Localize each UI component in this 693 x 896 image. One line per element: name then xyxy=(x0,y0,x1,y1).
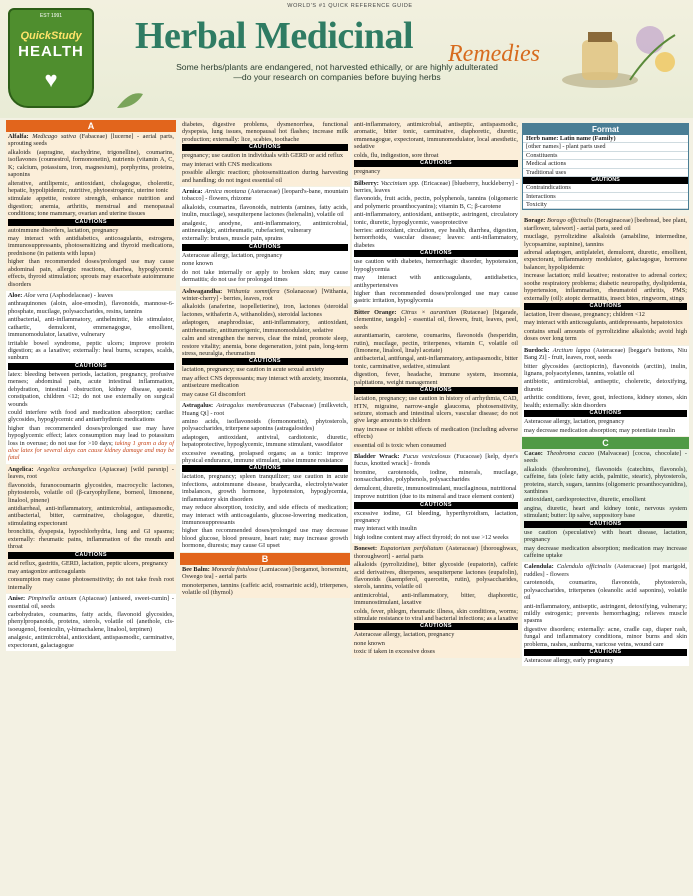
cautions-label: CAUTIONS xyxy=(182,465,348,472)
toxicity: may cause GI discomfort xyxy=(182,390,246,398)
constituents: bitter glycosides (arctiopicrin), flavonoids (arctiin), inulin, lignans, polyacetylenes, tannins, volatile oil xyxy=(524,362,687,377)
toxicity: possible allergic reaction; photosensitization during harvesting and handling; do not ingest essential oil xyxy=(182,169,348,184)
interactions: may decrease medication absorption; may potentiate insulin xyxy=(524,426,676,434)
entry-ashwagandha xyxy=(180,287,350,400)
cautions-label: CAUTIONS xyxy=(182,358,348,365)
constituents: bromine, carotenoids, iodine, minerals, mucilage, nonsaccharides, polyphenols, polysaccharides xyxy=(354,468,518,484)
family: (Ericaceae) [blueberry, huckleberry] - berries, leaves xyxy=(354,179,518,194)
contraindications: pregnancy; use caution in individuals with GERD or acid reflux xyxy=(182,152,344,160)
toxicity-warning: taking 1 gram a day of aloe latex for several days can cause kidney damage and may be fatal xyxy=(8,439,175,462)
cautions-label: CAUTIONS xyxy=(524,410,687,417)
cautions-label: CAUTIONS xyxy=(524,303,687,310)
family: (Asphodelaceae) - leaves xyxy=(49,292,114,300)
entry-astragalus xyxy=(180,401,350,552)
constituents: alkaloids (pyrrolizidine), bitter glycoside (eupatorin), caffeic acid derivatives, diterpenes, sesquiterpene lactones (eupafolin), flavonoids (kaempferol, quercetin, rutin), polysaccharides, sterols, tannins, volatile oil xyxy=(354,561,518,591)
toxicity: higher than recommended doses/prolonged use may cause gastric irritation, hypoglycemia xyxy=(354,290,518,305)
family: (Boraginaceae) [beebread, bee plant, starflower, talewort] - aerial parts, seed oil xyxy=(524,217,687,232)
quickstudy-health-badge xyxy=(8,8,94,108)
latin-name: Arctium lappa xyxy=(552,346,591,354)
cautions-label: CAUTIONS xyxy=(182,144,348,151)
latin-name: Angelica archangelica xyxy=(37,465,97,473)
actions: analgesic, anodyne, anti-inflammatory, antimicrobial, antineuralgic, antirheumatic, rubefacient, vulnerary xyxy=(182,219,348,235)
column-4 xyxy=(522,120,689,667)
actions: demulcent, diuretic, immunostimulant, mucilaginous, nutritional xyxy=(354,484,517,492)
toxicity: higher than recommended doses/prolonged use may have hypoglycemic effect; latex consumption may lead to potassium loss in overuse; do not use for >10 days; xyxy=(8,424,174,447)
herb-name: Aloe: xyxy=(8,292,23,300)
latin-name: Medicago sativa xyxy=(32,133,76,140)
cautions-label: CAUTIONS xyxy=(8,219,174,226)
entry-anise xyxy=(6,594,176,651)
format-item-toxicity: Toxicity xyxy=(523,201,688,209)
format-item-contraindications: Contraindications xyxy=(523,184,688,192)
format-legend xyxy=(522,123,689,210)
herb-name: Angelica: xyxy=(8,465,34,473)
uses: bronchitis, dyspepsia, hypochlorhydria, lung and GI spasms; externally: rheumatic pains, inflammation of the mouth and throat xyxy=(8,528,174,551)
toxicity: higher than recommended doses/prolonged use may cause abdominal pain, allergic reactions, diarrhea, hypoglycemic effects, thyroid stimulation; sprouts may exacerbate autoimmune disorders xyxy=(8,258,174,288)
entry-borage xyxy=(522,216,689,344)
entry-bilberry xyxy=(352,179,520,307)
herb-name: Bladder Wrack: xyxy=(354,453,400,461)
entry-calendula xyxy=(522,562,689,666)
latin-name: Astragalus membranaceus xyxy=(216,402,286,410)
uses: increase lactation; mild laxative; restorative to adrenal cortex; soothe respiratory problems; diabetic neuropathy, dyslipidemia, hypertension, inflammation, rheumatoid arthritis, PMS; externally (oil): atopic dermatitis, insect bites, ringworm, stings xyxy=(524,272,687,302)
latin-name: Theobroma cacao xyxy=(546,449,595,457)
latin-name: Aloe vera xyxy=(23,292,49,300)
actions: adrenal adaptogen, antiplatelet, demulcent, diuretic, emollient, expectorant, inflammatory modulator, galactagogue, hormone balancer, hypolipidemic xyxy=(524,249,687,271)
family: (Rutaceae) [bigarade, clementine, tangelo] - essential oil, flowers, fruit, leaves, peel, seeds xyxy=(354,308,519,331)
contraindications: lactation, pregnancy; spleen tranquilizer; use caution in acute infections, autoimmune disease, bradycardia, electrolyte/water imbalances, growth hormone, hypotension, hypoglycemia, inflammatory skin disorders xyxy=(182,473,348,503)
herb-name: Cacao: xyxy=(524,449,543,457)
actions: adaptogen, anaphrodisiac, anti-inflammatory, antioxidant, antirheumatic, antitumorigenic, immunomodulator, sedative xyxy=(182,319,348,334)
cautions-label: CAUTIONS xyxy=(524,649,687,656)
cautions-label: CAUTIONS xyxy=(354,623,518,630)
format-item-actions: Medical actions xyxy=(523,160,688,168)
contraindications: pregnancy xyxy=(354,168,381,176)
interactions: may reduce absorption, toxicity, and side effects of medication; may interact with anticoagulants, glucose-lowering medication, immunosuppressants xyxy=(182,504,348,526)
entry-cacao xyxy=(522,449,689,561)
format-line-parts: [other names] - plant parts used xyxy=(523,143,688,151)
herb-name: Borage: xyxy=(524,217,546,225)
entry-arnica xyxy=(180,187,350,286)
interactions: may interact with anticoagulants, antidepressants, hepatotoxics xyxy=(524,319,683,327)
cautions-label: CAUTIONS xyxy=(354,250,518,257)
herb-name: Calendula: xyxy=(524,563,554,571)
intro-warning: Some herbs/plants are endangered, not harvested ethically, or are highly adulterated—do your research on companies before buying herbs xyxy=(176,62,498,83)
uses: angina, diuretic, heart and kidney tonic, nervous system stimulant; butter: lip salve, suppository base xyxy=(524,504,687,520)
actions: antimicrobial, anti-inflammatory, bitter, diaphoretic, immunostimulant, laxative xyxy=(354,591,518,607)
family: (Malvaceae) [cocoa, chocolate] - seeds xyxy=(524,449,687,465)
constituents: carotenoids, coumarins, flavonoids, phytosterols, polysaccharides, triterpenes (oleanolic acid saponins), volatile oil xyxy=(524,579,687,602)
herb-name: Bitter Orange: xyxy=(354,308,397,316)
column-2 xyxy=(180,120,350,599)
family: (Asteraceae) [thoroughwax, thoroughwort] - aerial parts xyxy=(354,545,519,560)
contraindications: lactation, pregnancy; use caution in acute sexual anxiety xyxy=(182,366,324,374)
interactions: may interact with insulin xyxy=(354,525,417,533)
cautions-label: CAUTIONS xyxy=(354,502,518,509)
latin-name: Fucus vesiculosus xyxy=(403,453,451,461)
constituents: flavonoids, fruit acids, pectin, polyphenols, tannins (oligomeric and polymeric proanthocyanins); vitamin B, C; β-carotene xyxy=(354,195,518,210)
toxicity: consumption may cause photosensitivity; do not take fresh root internally xyxy=(8,576,174,591)
actions: antioxidant, cardioprotective, diuretic, emollient xyxy=(524,496,646,504)
leaf-decoration xyxy=(115,90,145,110)
contraindications: lactation, liver disease, pregnancy; children <12 xyxy=(524,311,645,319)
entry-bladder-wrack xyxy=(352,452,520,543)
family: (Lamiaceae) [bergamot, horsemint, Oswego tea] - aerial parts xyxy=(182,565,349,581)
interactions: may affect CNS depressants; may interact with anxiety, insomnia, antiseizure medication xyxy=(182,374,348,390)
contraindications: use caution with diabetes, hemorrhagic disorder, hypotension, hypoglycemia xyxy=(354,258,518,273)
herb-name: Bee Balm: xyxy=(182,565,210,573)
contraindications: Asteraceae allergy, lactation, pregnancy xyxy=(354,631,455,639)
actions: alterative, antilipemic, antioxidant, cholagogue, choleretic, hepatic, hypolipidemic, nutritive, phytoestrogenic, uterine tonic xyxy=(8,179,174,194)
uses: digestion, fever, headache, immune system, insomnia, palpitations, weight management xyxy=(354,371,518,386)
badge-title: HEALTH xyxy=(18,42,84,60)
entry-burdock xyxy=(522,346,689,436)
herb-name: Astragalus: xyxy=(182,402,214,410)
herb-name: Alfalfa: xyxy=(8,133,29,140)
page-subtitle-script: Remedies xyxy=(448,41,540,67)
latin-name: Pimpinella anisum xyxy=(27,595,77,603)
constituents: alkaloids (aspragine, stachydrine, trigonelline), coumarins, isoflavones (coumestrol, formononetin), nutrients (vitamin A, C, K; calcium, potassium, iron, magnesium), porphyrins, proteins, saponins xyxy=(8,148,174,179)
heartbeat-icon: ♥ xyxy=(44,66,58,92)
uses: calm and strengthen the nerves, clear the mind, promote sleep, restore vitality; anemia, bone degeneration, joint pain, long-term stress, neuralgia, rheumatism xyxy=(182,335,348,357)
interactions: none known xyxy=(354,639,385,647)
contraindications: Asteraceae allergy, lactation, pregnancy xyxy=(182,251,283,259)
toxicity: do not take internally or apply to broken skin; may cause dermatitis; do not use for prolonged times xyxy=(182,268,348,284)
tagline: WORLD'S #1 QUICK REFERENCE GUIDE xyxy=(287,3,413,9)
interactions: may decrease medication absorption; medication may increase caffeine uptake xyxy=(524,544,687,559)
contraindications: use caution (speculative) with heart disease, lactation, pregnancy xyxy=(524,528,687,544)
contraindications: lactation, pregnancy; use caution in history of arrhythmia, CAD, HTN, migraine, narrow-angle glaucoma, photosensitivity, seizure, stomach and intestinal ulcers, vascular disease; do not give large amounts to children xyxy=(354,395,518,425)
section-c-header: C xyxy=(522,437,689,449)
entry-alfalfa-continued xyxy=(180,120,350,186)
actions: anti-inflammatory, antimicrobial, antiseptic, antispasmodic, aromatic, bitter tonic, carminative, diaphoretic, diuretic, emmenagogue, expectorant, immunomodulator, local anesthetic, sedative xyxy=(354,121,518,151)
entry-boneset xyxy=(352,544,520,657)
uses: colds, flu, indigestion, sore throat xyxy=(354,151,439,159)
latin-name: Monarda fistulosa xyxy=(211,565,258,573)
uses: digestive disorders; externally: acne, cradle cap, diaper rash, fungal and inflammatory conditions, minor burns and skin problems, rashes, sunburns, varicose veins, wound care xyxy=(524,625,687,648)
herb-jar-illustration xyxy=(560,10,685,90)
column-1 xyxy=(6,120,176,652)
uses: berries: antioxidant, circulation, eye health, diarrhea, digestion, hemorrhoids, vascular disease; leaves: anti-inflammatory, diabetes xyxy=(354,227,518,249)
family: (Asteraceae) [leopard's-bane, mountain tobacco] - flowers, rhizome xyxy=(182,187,348,203)
contraindications: acid reflux, gastritis, GERD, lactation, peptic ulcers, pregnancy xyxy=(8,559,168,567)
cautions-label: CAUTIONS xyxy=(8,363,174,370)
family: (Fucaceae) [kelp, dyer's fucus, knotted wrack] - fronds xyxy=(354,453,519,468)
family: (Asteraceae) [pot marigold, ruddles] - flowers xyxy=(524,563,687,578)
actions: antibacterial, anti-inflammatory, anthelmintic, bile stimulator, cathartic, demulcent, emmenagogue, emollient, immunomodulator, laxative, vulnerary xyxy=(8,316,174,339)
contraindications: excessive iodine, GI bleeding, hyperthyroidism, lactation, pregnancy xyxy=(354,509,518,524)
cautions-label: CAUTIONS xyxy=(8,552,174,559)
herb-name: Burdock: xyxy=(524,346,550,354)
constituents: flavonoids, furanocoumarin glycosides, macrocyclic lactones, phytosterols, volatile oil (β-caryophyllene, borneol, limonene, linalool, pinene) xyxy=(8,481,174,504)
page-title: Herbal Medicinal xyxy=(135,15,414,57)
constituents: carbohydrates, coumarins, fatty acids, flavonoid glycosides, phenylpropanoids, proteins, sterols, volatile oil (anethole, cis-isoeugenol, foeniculin, γ-himachalene, linalool, terpinen) xyxy=(8,611,174,633)
constituents: alkaloids (theobromine), flavonoids (catechins, flavonols), caffeine, fats (oleic fatty acids, palmitic, stearic), phytosterols, proteins, starch, sugars, tannins (oligomeric proanthocyanidins), xanthines xyxy=(524,465,687,496)
badge-brand: QuickStudy xyxy=(20,30,82,42)
actions: anti-inflammatory, antioxidant, antiseptic, astringent, circulatory tonic, diuretic, hypoglycemic, vasoprotective xyxy=(354,211,518,226)
constituents: aurantiamarin, carotene, coumarins, flavonoids (hesperidin, rutin), mucilage, pectin, triterpenes, vitamin C, volatile oil (limonene, linalool, linalyl acetate) xyxy=(354,332,518,354)
latin-name: Citrus × aurantium xyxy=(401,308,457,316)
uses: excessive sweating, prolapsed organs; as a tonic: improve physical endurance, immune stimulant, raise immune resistance xyxy=(182,449,348,465)
format-item-interactions: Interactions xyxy=(523,193,688,201)
format-line-herb: Herb name: Latin name (Family) xyxy=(523,135,688,143)
interactions: may interact with anticoagulants, antidiabetics, antihypertensives xyxy=(354,274,518,289)
toxicity: contains small amounts of pyrrolizidine alkaloids; avoid high doses over long term xyxy=(524,327,687,343)
family: (Fabaceae) [milkvetch, Huang Qi] - root xyxy=(182,402,349,417)
interactions: none known xyxy=(182,260,213,268)
interactions: may interact with antidiabetics, anticoagulants, estrogens, immunosuppressants, photosensitizing and thyroid medications, prednisone (in patients with lupus) xyxy=(8,235,174,257)
toxicity: essential oil is toxic when consumed xyxy=(354,441,447,449)
constituents: mucilage, pyrrolizidine alkaloids (amabiline, intermedine, lycopsamine, supinine), tannins xyxy=(524,233,687,248)
constituents: amino acids, isoflavonoids (formononetin), phytosterols, polysaccharides, triterpene saponins (astragalosides) xyxy=(182,417,348,433)
toxicity: high iodine content may affect thyroid; do not use >12 weeks xyxy=(354,533,509,541)
uses: externally: bruises, muscle pain, sprains xyxy=(182,235,283,243)
section-b-header: B xyxy=(180,553,350,565)
uses: stimulate appetite, restore strength, enhance nutrition and digestion; anemia, arthritis, menstrual and menopausal conditions; tone mammary, ovarian and uterine tissues xyxy=(8,195,174,218)
format-item-constituents: Constituents xyxy=(523,152,688,160)
column-3 xyxy=(352,120,520,659)
contraindications: Asteraceae allergy, early pregnancy xyxy=(524,657,614,665)
contraindications: latex: bleeding between periods, lactation, pregnancy, profusive menses; abdominal pain, acute intestinal inflammation, dehydration, intestinal obstruction, kidney disease, spastic constipation, children <12; do not use externally on surgical wounds xyxy=(8,370,174,408)
constituents: anthraquinones (aloin, aloe-emodin), flavonoids, mannose-6-phosphate, mucilage, polysaccharides, resins, tannins xyxy=(8,300,174,315)
uses: colds, fever, phlegm, rheumatic illness, skin conditions, worms; stimulate resistance to viral and bacterial infections; as a laxative xyxy=(354,607,518,623)
latin-name: Withania somnifera xyxy=(226,287,280,295)
interactions: may antagonize anticoagulants xyxy=(8,567,86,575)
format-cautions-label: CAUTIONS xyxy=(523,177,688,184)
entry-angelica xyxy=(6,465,176,593)
entry-alfalfa xyxy=(6,132,176,290)
herb-name: Arnica: xyxy=(182,187,203,195)
contraindications: autoimmune disorders, lactation, pregnancy xyxy=(8,226,119,234)
header-banner xyxy=(0,0,693,118)
actions: antibacterial, antifungal, anti-inflammatory, antispasmodic, bitter tonic, carminative, sedative, stimulant xyxy=(354,355,518,370)
family: (Solanaceae) [Withania, winter-cherry] - berries, leaves, root xyxy=(182,287,348,303)
family: (Fabaceae) [lucerne] - aerial parts, sprouting seeds xyxy=(8,133,174,148)
interactions: may increase or inhibit effects of medication (including adverse effects) xyxy=(354,425,518,441)
cautions-label: CAUTIONS xyxy=(524,521,687,528)
toxicity: higher than recommended doses/prolonged use may decrease blood glucose, blood pressure, heart rate; may increase growth hormone, diuresis; may cause GI upset xyxy=(182,527,348,550)
actions: analgesic, antimicrobial, antioxidant, antispasmodic, carminative, expectorant, galactagogue xyxy=(8,634,174,649)
family: (Apiaceae) [wild parsnip] - leaves, root xyxy=(8,465,175,481)
toxicity: toxic if taken in excessive doses xyxy=(354,648,435,656)
interactions: could interfere with food and medication absorption; cardiac glycosides, hypoglycemic and antiarrhythmic medications xyxy=(8,408,174,424)
cautions-label: CAUTIONS xyxy=(182,244,348,251)
actions: anti-inflammatory, antiseptic, astringent, detoxifying, vulnerary; mildly estrogenic; prevents hemorrhaging; relieves muscle spasms xyxy=(524,602,687,625)
herb-name: Ashwagandha: xyxy=(182,287,223,295)
constituents: monoterpenes, tannins (caffeic acid, rosmarinic acid), triterpenes, volatile oil (thymol) xyxy=(182,581,348,596)
constituents: alkaloids (anaferine, isopelletierine), iron, lactones (steroidal lactones, withaferin A, withanolides), steroidal lactones xyxy=(182,303,348,318)
actions: adaptogen, antioxidant, antiviral, cardiotonic, diuretic, hepatoprotective, hypoglycemic, immune stimulant, vasodilator xyxy=(182,433,348,449)
actions: antidiarrheal, anti-inflammatory, antimicrobial, antispasmodic, antibacterial, bitter, carminative, cholagogue, diuretic, stimulating expectorant xyxy=(8,504,174,527)
cautions-label: CAUTIONS xyxy=(354,387,518,394)
uses: diabetes, digestive problems, dysmenorrhea, functional dyspepsia, lung issues, menopausal hot flashes; increase milk production; externally: lice, scabies, toothache xyxy=(182,121,348,143)
latin-name: Vaccinium spp. xyxy=(380,179,420,187)
family: (Apiaceae) [aniseed, sweet-cumin] - essential oil, seeds xyxy=(8,595,174,610)
family: (Asteraceae) [beggar's buttons, Niu Bang Zi] - fruit, leaves, root, seeds xyxy=(524,346,687,362)
entry-aloe xyxy=(6,291,176,464)
actions: antibiotic, antimicrobial, antiseptic, choleretic, detoxifying, diuretic xyxy=(524,378,687,393)
latin-name: Borago officinalis xyxy=(546,217,593,225)
badge-est: EST 1991 xyxy=(39,13,63,19)
uses: improve nutrition (due to its mineral and trace element content) xyxy=(354,493,514,501)
latin-name: Arnica montana xyxy=(204,187,246,195)
uses: arthritic conditions, fever, gout, infections, kidney stones, skin health; externally: skin disorders xyxy=(524,394,687,409)
entry-bee-balm-continued xyxy=(352,120,520,178)
herb-name: Anise: xyxy=(8,595,26,603)
herb-name: Bilberry: xyxy=(354,179,379,187)
interactions: may interact with CNS medications xyxy=(182,160,272,168)
format-item-uses: Traditional uses xyxy=(523,169,688,177)
herb-name: Boneset: xyxy=(354,545,378,553)
section-a-header: A xyxy=(6,120,176,132)
uses: irritable bowel syndrome, peptic ulcers; improve protein digestion; as a laxative; externally: heal burns, scrapes, scalds, sunburn xyxy=(8,339,174,362)
entry-bitter-orange xyxy=(352,308,520,451)
latin-name: Calendula officinalis xyxy=(556,563,612,571)
format-heading: Format xyxy=(523,124,688,135)
latin-name: Eupatorium perfoliatum xyxy=(380,545,443,553)
cautions-label: CAUTIONS xyxy=(354,160,518,167)
contraindications: Asteraceae allergy, lactation, pregnancy xyxy=(524,418,625,426)
entry-bee-balm xyxy=(180,565,350,599)
constituents: alkaloids, coumarins, flavonoids, nutrients (amines, fatty acids, inulin, mucilage), sesquiterpene lactones (helenalin), volatile oil xyxy=(182,203,348,219)
